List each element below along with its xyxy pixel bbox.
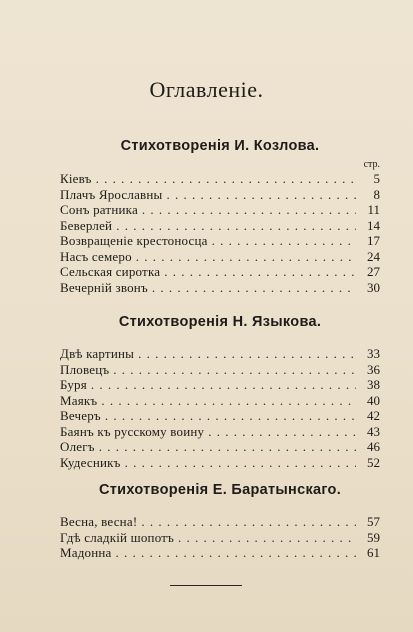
toc-entry — [60, 514, 380, 530]
toc-entry — [60, 377, 380, 393]
toc-entry-page: 5 — [373, 171, 380, 186]
toc-entry-page: 8 — [373, 186, 380, 202]
toc-entry-page: 61 — [367, 545, 380, 560]
dot-leader — [101, 393, 356, 409]
toc-entry-title: Насъ семеро — [60, 248, 132, 264]
toc-list — [60, 346, 380, 470]
toc-entry-title: Маякъ — [60, 392, 98, 408]
toc-entry-page: 59 — [367, 529, 380, 545]
toc-entry — [60, 187, 380, 203]
toc-entry — [60, 530, 380, 546]
toc-entry — [60, 202, 380, 218]
toc-entry-title: Сонъ ратника — [60, 202, 138, 217]
dot-leader — [164, 264, 356, 280]
toc-entry-title: Вечерній звонъ — [60, 279, 148, 295]
toc-entry-title: Весна, весна! — [60, 514, 138, 529]
section-heading: Стихотворенія Н. Языкова. — [118, 314, 322, 330]
toc-entry-page: 57 — [367, 514, 380, 529]
toc-entry-title: Возвращеніе крестоносца — [60, 233, 208, 248]
dot-leader — [136, 249, 356, 265]
section-heading: Стихотворенія И. Козлова. — [120, 138, 320, 154]
dot-leader — [96, 171, 356, 187]
toc-entry — [60, 233, 380, 249]
toc-entry — [60, 264, 380, 280]
toc-entry-title: Двѣ картины — [60, 346, 135, 361]
toc-entry — [60, 393, 380, 409]
toc-entry-page: 38 — [367, 377, 380, 392]
toc-entry-page: 14 — [367, 217, 380, 233]
toc-entry-page: 30 — [367, 279, 380, 295]
toc-entry — [60, 218, 380, 234]
toc-entry-title: Олегъ — [60, 439, 95, 454]
toc-entry-page: 42 — [367, 408, 380, 423]
toc-entry — [60, 408, 380, 424]
toc-entry — [60, 424, 380, 440]
page-title: Оглавленіе. — [149, 77, 264, 102]
dot-leader — [152, 280, 356, 296]
toc-entry-page: 43 — [367, 423, 380, 439]
toc-entry-page: 36 — [367, 361, 380, 377]
dot-leader — [138, 346, 356, 362]
toc-entry — [60, 439, 380, 455]
toc-section-baratynsky — [60, 480, 380, 561]
toc-entry-page: 24 — [367, 248, 380, 264]
toc-entry — [60, 362, 380, 378]
dot-leader — [105, 408, 356, 424]
toc-section-yazykov — [60, 312, 380, 470]
toc-entry-page: 11 — [367, 202, 380, 217]
toc-entry — [60, 455, 380, 471]
toc-entry-title: Кудесникъ — [60, 454, 121, 470]
toc-entry-title: Беверлей — [60, 217, 113, 233]
toc-entry-page: 40 — [367, 392, 380, 408]
dot-leader — [178, 530, 356, 546]
dot-leader — [141, 514, 356, 530]
toc-entry-title: Плачъ Ярославны — [60, 186, 163, 202]
toc-entry-title: Гдѣ сладкій шопотъ — [60, 529, 175, 545]
toc-entry-title: Сельская сиротка — [60, 264, 161, 279]
dot-leader — [167, 187, 357, 203]
dot-leader — [91, 377, 356, 393]
toc-entry — [60, 249, 380, 265]
toc-entry-page: 52 — [367, 454, 380, 470]
toc-entry-title: Кіевъ — [60, 171, 92, 186]
toc-entry-title: Баянъ къ русскому воину — [60, 423, 205, 439]
toc-entry — [60, 171, 380, 187]
toc-entry-title: Мадонна — [60, 545, 112, 560]
toc-list — [60, 514, 380, 561]
toc-entry — [60, 545, 380, 561]
toc-entry — [60, 280, 380, 296]
toc-entry-page: 33 — [367, 346, 380, 361]
dot-leader — [116, 545, 356, 561]
footer-divider — [170, 585, 242, 586]
toc-entry — [60, 346, 380, 362]
dot-leader — [113, 362, 356, 378]
toc-entry-page: 17 — [367, 233, 380, 248]
section-heading: Стихотворенія Е. Баратынскаго. — [98, 482, 342, 498]
toc-list — [60, 171, 380, 295]
dot-leader — [212, 233, 356, 249]
page-column-label: стр. — [363, 159, 380, 170]
toc-entry-title: Пловецъ — [60, 361, 110, 377]
toc-entry-page: 46 — [367, 439, 380, 454]
dot-leader — [116, 218, 356, 234]
toc-entry-title: Вечеръ — [60, 408, 101, 423]
toc-entry-page: 27 — [367, 264, 380, 279]
dot-leader — [208, 424, 356, 440]
dot-leader — [125, 455, 356, 471]
dot-leader — [99, 439, 356, 455]
toc-section-kozlov — [60, 136, 380, 295]
toc-entry-title: Буря — [60, 377, 87, 392]
dot-leader — [142, 202, 356, 218]
